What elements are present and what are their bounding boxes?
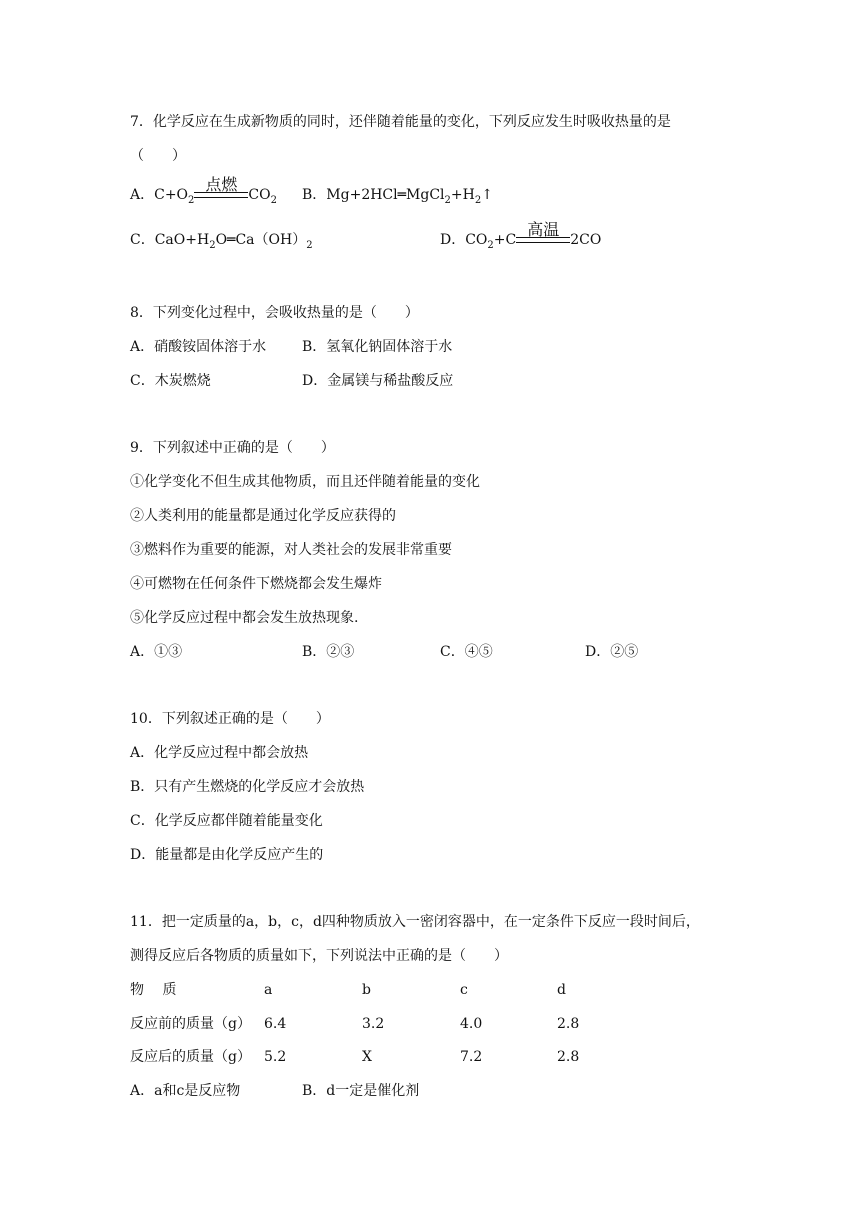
table-cell: 6.4 [264,1016,287,1032]
q7-b-text: B．Mg+2HCl═MgCl [302,187,445,203]
table-cell: X [362,1049,372,1065]
q7-option-d[interactable] [440,220,602,256]
q9-item-5: ⑤化学反应过程中都会发生放热现象. [130,610,359,626]
q7-b-tail: +H [450,187,475,203]
q8-stem: 8．下列变化过程中，会吸收热量的是（ ） [130,305,419,321]
table-cell: 4.0 [460,1016,483,1032]
q9-option-a[interactable]: A．①③ [130,644,183,660]
q9-option-b[interactable]: B．②③ [302,644,355,660]
q7-b-sub1: 2 [444,194,451,206]
q9-option-d[interactable]: D．②⑤ [585,644,639,660]
q10-option-c[interactable]: C．化学反应都伴随着能量变化 [130,813,323,829]
q11-option-b[interactable]: B．d一定是催化剂 [302,1083,420,1099]
q9-item-4: ④可燃物在任何条件下燃烧都会发生爆炸 [130,576,382,592]
q8-option-c[interactable]: C．木炭燃烧 [130,373,211,389]
q11-stem-line-2: 测得反应后各物质的质量如下，下列说法中正确的是（ ） [130,948,508,964]
q7-a-product: CO [248,187,271,203]
q9-item-3: ③燃料作为重要的能源，对人类社会的发展非常重要 [130,542,452,558]
q8-option-a[interactable]: A．硝酸铵固体溶于水 [130,339,267,355]
q7-stem [130,112,671,132]
q7-c-tail: O═Ca（OH） [215,232,307,248]
q7-d-sub: 2 [487,239,494,251]
q7-b-sub2: 2 [474,194,482,206]
q7-paren-text: （ ） [130,148,186,164]
q7-option-c[interactable] [130,230,313,256]
q8-option-d[interactable]: D．金属镁与稀盐酸反应 [302,373,454,389]
q7-c-sub2: 2 [306,239,313,251]
table-cell: 5.2 [264,1049,287,1065]
q10-stem: 10．下列叙述正确的是（ ） [130,711,330,727]
table-header-cell: b [362,982,371,998]
q7-d-product: 2CO [570,232,602,248]
q7-d-prefix: D．CO [440,232,488,248]
q7-a-cond: 点燃 [205,175,238,194]
q9-option-c[interactable]: C．④⑤ [440,644,493,660]
q7-paren [130,146,186,166]
q9-stem: 9．下列叙述中正确的是（ ） [130,440,335,456]
q7-d-condition-sign [516,220,570,250]
table-row-after-label: 反应后的质量（g） [130,1049,251,1065]
q10-option-b[interactable]: B．只有产生燃烧的化学反应才会放热 [130,779,365,795]
q10-option-d[interactable]: D．能量都是由化学反应产生的 [130,847,324,863]
q7-option-a[interactable] [130,175,277,211]
q10-option-a[interactable]: A．化学反应过程中都会放热 [130,745,309,761]
table-header-cell: d [557,982,566,998]
q11-option-a[interactable]: A．a和c是反应物 [130,1083,241,1099]
table-cell: 7.2 [460,1049,483,1065]
table-header-cell: c [460,982,468,998]
q9-item-2: ②人类利用的能量都是通过化学反应获得的 [130,508,396,524]
table-cell: 3.2 [362,1016,385,1032]
q7-option-b[interactable] [302,185,493,211]
q7-a-product-sub: 2 [270,194,277,206]
q7-c-sub1: 2 [209,239,216,251]
q7-b-arrow: ↑ [481,187,493,203]
q7-a-condition-sign [194,175,248,205]
table-header-cell: 物 质 [130,982,177,998]
table-cell: 2.8 [557,1016,580,1032]
q9-item-1: ①化学变化不但生成其他物质，而且还伴随着能量的变化 [130,474,480,490]
q7-d-cond: 高温 [527,220,560,239]
q11-stem-line-1: 11．把一定质量的a，b，c，d四种物质放入一密闭容器中，在一定条件下反应一段时间后， [130,914,700,930]
q7-a-prefix: A．C+O [130,187,189,203]
q7-a-sub: 2 [188,194,195,206]
q7-d-mid: +C [493,232,517,248]
table-row-before-label: 反应前的质量（g） [130,1016,251,1032]
q8-option-b[interactable]: B．氢氧化钠固体溶于水 [302,339,453,355]
table-header-cell: a [264,982,273,998]
q7-c-text: C．CaO+H [130,232,210,248]
q7-stem-text: 7．化学反应在生成新物质的同时，还伴随着能量的变化，下列反应发生时吸收热量的是 [130,114,671,130]
table-cell: 2.8 [557,1049,580,1065]
